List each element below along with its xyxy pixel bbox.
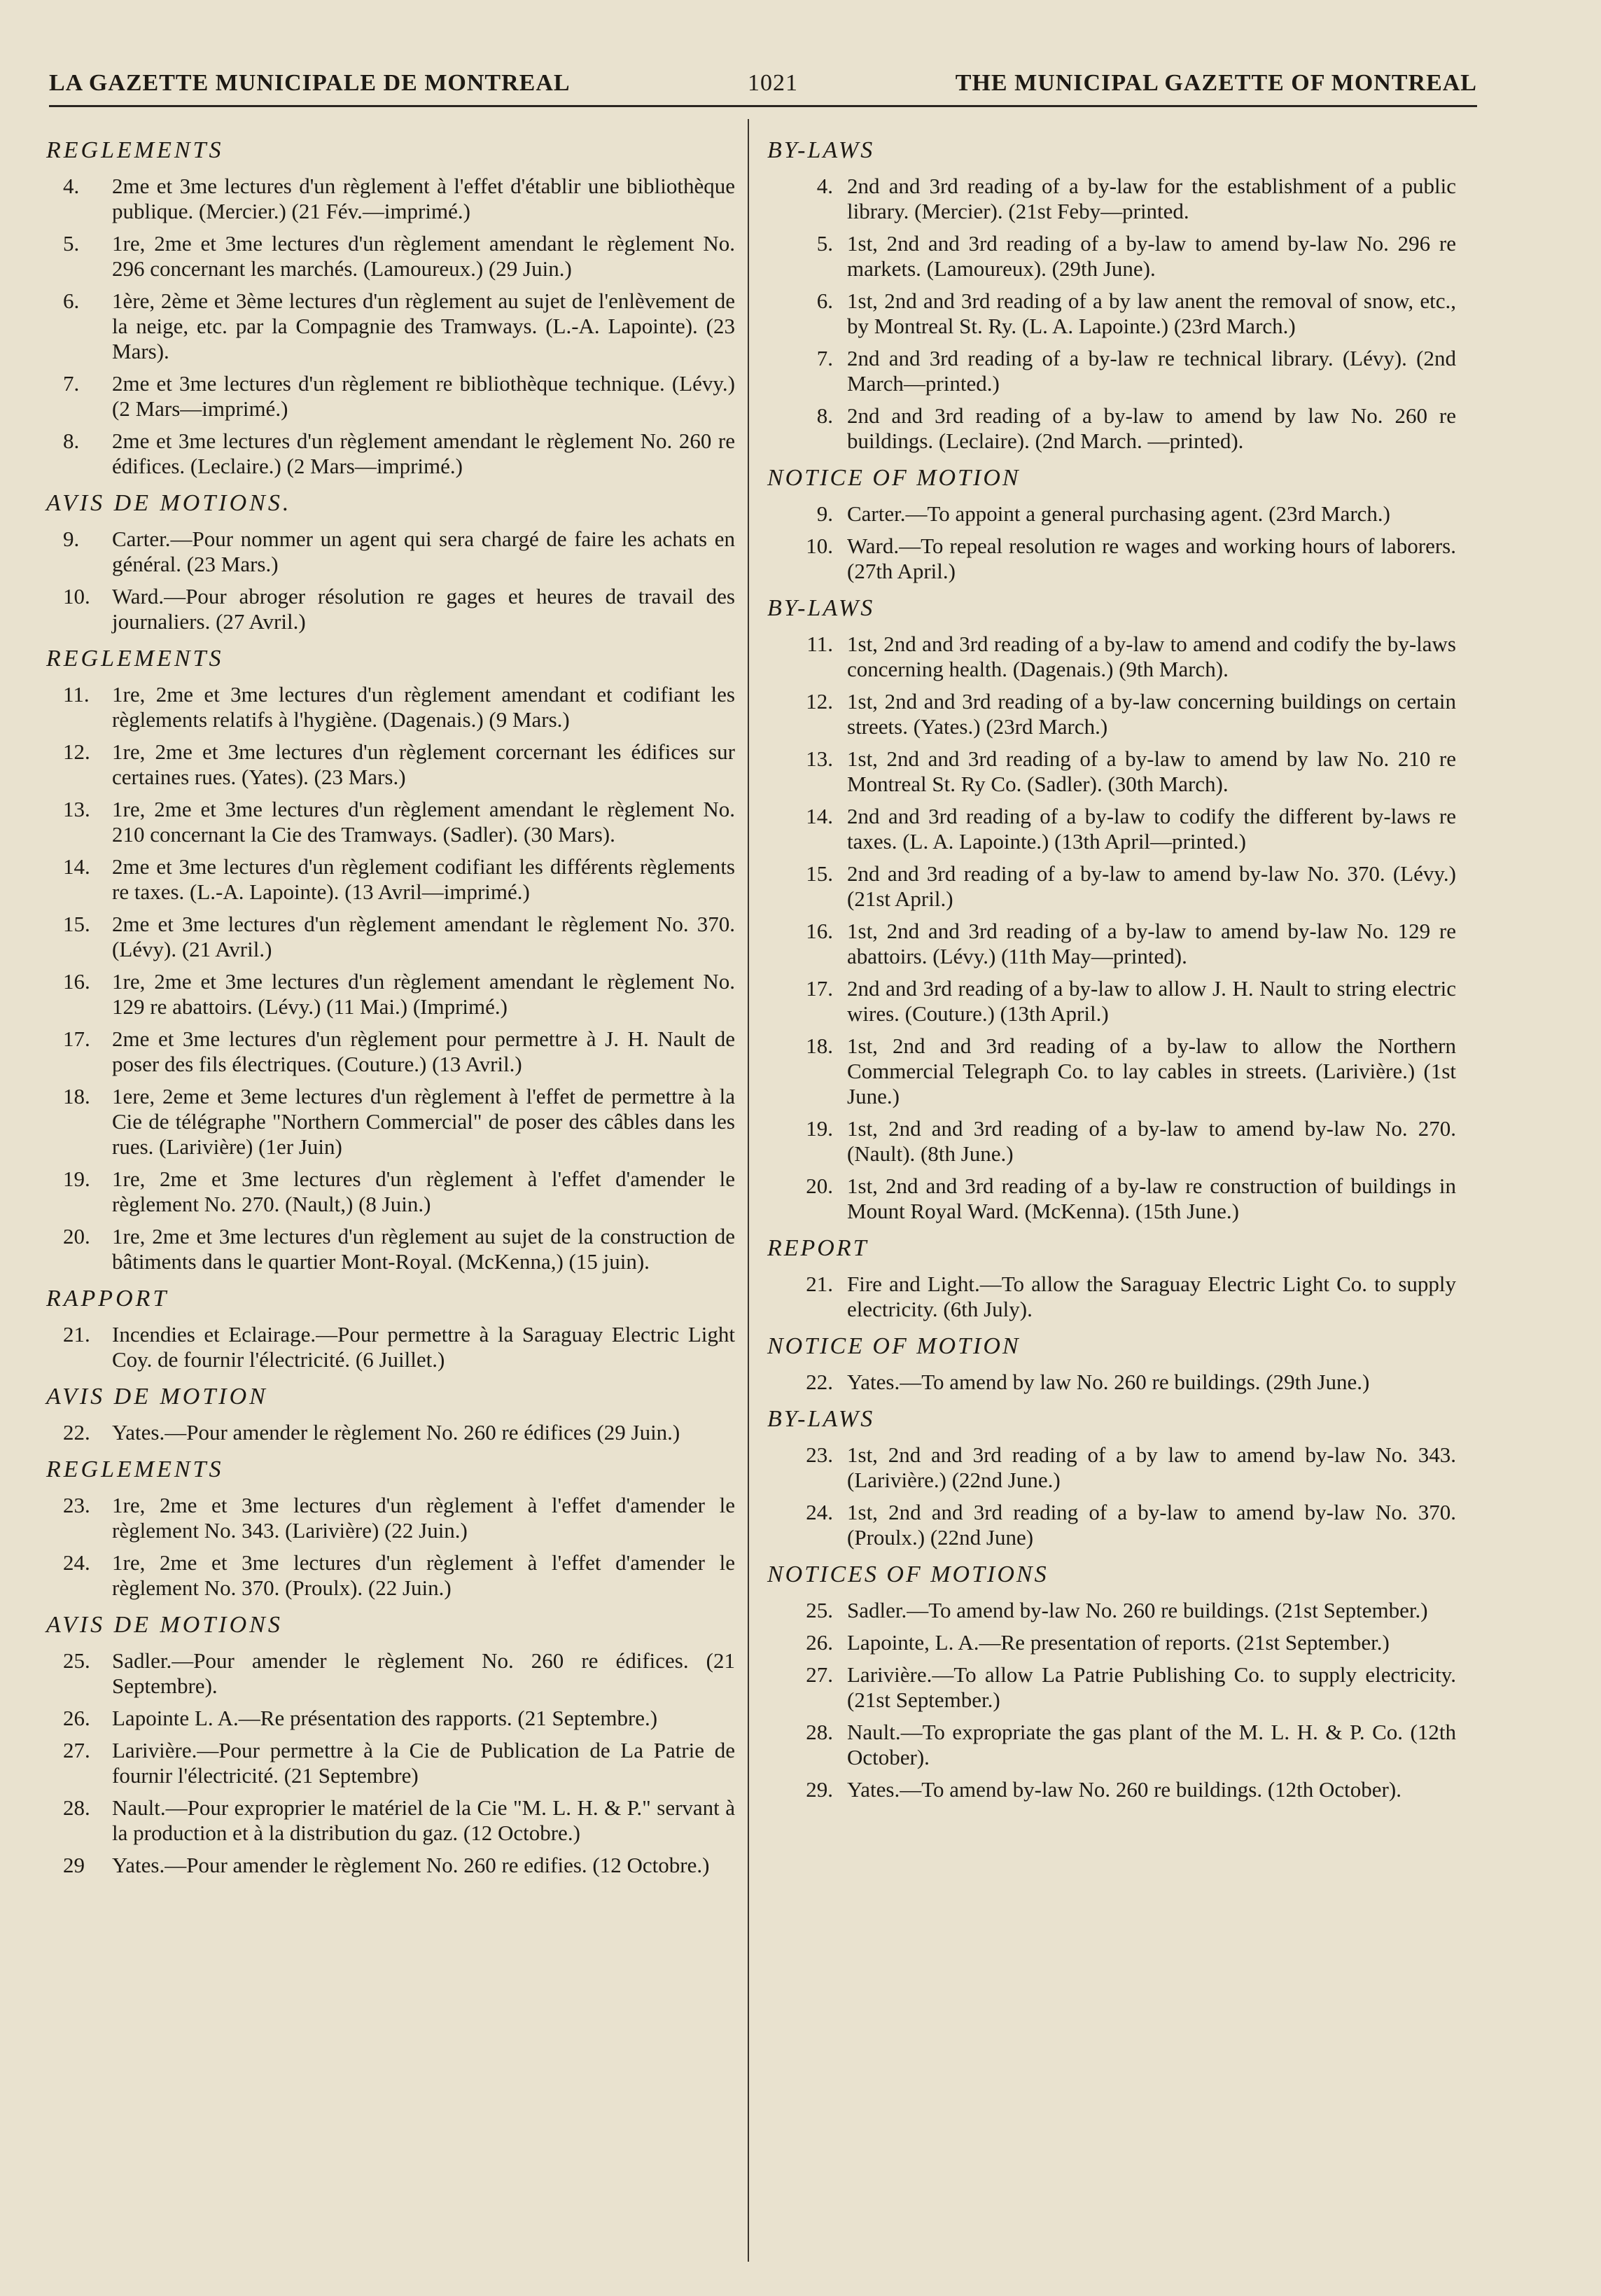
agenda-item [763, 1116, 1456, 1167]
item-text: 1st, 2nd and 3rd reading of a by-law to amend by-law No. 129 re abattoirs. (Lévy.) (11th May—printed). [847, 919, 1456, 968]
agenda-item [42, 1027, 735, 1077]
item-text: 2me et 3me lectures d'un règlement amendant le règlement No. 260 re édifices. (Leclaire.) (2 Mars—imprimé.) [112, 429, 735, 478]
agenda-item [763, 746, 1456, 797]
item-text: Lapointe L. A.—Re présentation des rapports. (21 Septembre.) [112, 1706, 658, 1730]
item-number: 20. [63, 1224, 90, 1248]
agenda-item [763, 403, 1456, 454]
agenda-item [763, 804, 1456, 854]
item-number: 16. [63, 969, 90, 994]
item-text: Larivière.—Pour permettre à la Cie de Publication de La Patrie de fournir l'électricité. (21 Septembre) [112, 1738, 735, 1788]
item-text: 1st, 2nd and 3rd reading of a by-law to amend by law No. 210 re Montreal St. Ry Co. (Sadler). (30th March). [847, 746, 1456, 796]
item-number: 23. [806, 1442, 833, 1467]
item-number: 8. [63, 429, 80, 453]
item-text: 1st, 2nd and 3rd reading of a by-law to amend by-law No. 370. (Proulx.) (22nd June) [847, 1500, 1456, 1550]
item-number: 9. [63, 527, 80, 551]
agenda-item [763, 1662, 1456, 1713]
item-text: 2nd and 3rd reading of a by-law to codify the different by-laws re taxes. (L. A. Lapointe.) (13th April—printed.) [847, 804, 1456, 854]
agenda-item [763, 632, 1456, 682]
item-text: Carter.—To appoint a general purchasing agent. (23rd March.) [847, 501, 1390, 526]
agenda-item [42, 1493, 735, 1543]
section-heading: AVIS DE MOTIONS [46, 1612, 283, 1638]
item-number: 5. [816, 231, 833, 256]
item-number: 22. [806, 1370, 833, 1394]
item-text: Fire and Light.—To allow the Saraguay Electric Light Co. to supply electricity. (6th July). [847, 1272, 1456, 1321]
agenda-item [42, 1550, 735, 1601]
section-heading: REPORT [767, 1235, 869, 1261]
agenda-item [42, 1322, 735, 1372]
item-number: 16. [806, 919, 833, 943]
agenda-item [42, 1738, 735, 1788]
item-number: 4. [816, 174, 833, 198]
item-number: 12. [63, 739, 90, 764]
item-text: Yates.—Pour amender le règlement No. 260 re édifices (29 Juin.) [112, 1420, 680, 1445]
agenda-item [763, 1442, 1456, 1493]
item-number: 25. [806, 1598, 833, 1622]
item-number: 17. [806, 976, 833, 1001]
agenda-item [763, 1272, 1456, 1322]
agenda-item [763, 1370, 1456, 1395]
item-number: 5. [63, 231, 80, 256]
item-number: 21. [63, 1322, 90, 1347]
agenda-item [42, 429, 735, 479]
item-number: 14. [63, 854, 90, 879]
item-text: 1st, 2nd and 3rd reading of a by-law to amend by-law No. 296 re markets. (Lamoureux). (29th June). [847, 231, 1456, 281]
item-number: 29 [63, 1853, 85, 1877]
item-text: Yates.—To amend by law No. 260 re buildings. (29th June.) [847, 1370, 1370, 1394]
item-number: 6. [63, 288, 80, 313]
section-heading: AVIS DE MOTIONS. [46, 490, 292, 516]
item-number: 18. [63, 1084, 90, 1108]
agenda-item [763, 1720, 1456, 1770]
agenda-item [763, 288, 1456, 339]
item-text: 2nd and 3rd reading of a by-law to amend by law No. 260 re buildings. (Leclaire). (2nd March. —printed). [847, 403, 1456, 453]
item-number: 28. [806, 1720, 833, 1744]
item-text: Lapointe, L. A.—Re presentation of reports. (21st September.) [847, 1630, 1390, 1655]
item-text: Yates.—To amend by-law No. 260 re buildings. (12th October). [847, 1777, 1401, 1802]
item-text: Larivière.—To allow La Patrie Publishing Co. to supply electricity. (21st September.) [847, 1662, 1456, 1712]
agenda-item [42, 1648, 735, 1699]
item-number: 23. [63, 1493, 90, 1517]
agenda-item [42, 739, 735, 790]
item-text: 1ere, 2eme et 3eme lectures d'un règlement à l'effet de permettre à la Cie de télégraphe "Northern Commercial" de poser des câbles dans les rues. (Larivière) (1er Juin) [112, 1084, 735, 1159]
item-text: 2me et 3me lectures d'un règlement à l'effet d'établir une bibliothèque publique. (Mercier.) (21 Fév.—imprimé.) [112, 174, 735, 223]
agenda-item [763, 861, 1456, 912]
item-text: 1re, 2me et 3me lectures d'un règlement à l'effet d'amender le règlement No. 343. (Larivière) (22 Juin.) [112, 1493, 735, 1543]
item-number: 18. [806, 1034, 833, 1058]
item-number: 26. [63, 1706, 90, 1730]
agenda-item [763, 1777, 1456, 1802]
agenda-item [763, 689, 1456, 739]
item-text: 2me et 3me lectures d'un règlement codifiant les différents règlements re taxes. (L.-A. Lapointe). (13 Avril—imprimé.) [112, 854, 735, 904]
item-number: 15. [806, 861, 833, 886]
item-text: 1re, 2me et 3me lectures d'un règlement amendant et codifiant les règlements relatifs à l'hygiène. (Dagenais.) (9 Mars.) [112, 682, 735, 732]
item-text: 1re, 2me et 3me lectures d'un règlement amendant le règlement No. 210 concernant la Cie des Tramways. (Sadler). (30 Mars). [112, 797, 735, 847]
item-number: 12. [806, 689, 833, 714]
item-text: Yates.—Pour amender le règlement No. 260 re edifies. (12 Octobre.) [112, 1853, 710, 1877]
agenda-item [763, 346, 1456, 396]
agenda-item [42, 682, 735, 732]
section-heading: NOTICE OF MOTION [767, 1333, 1021, 1359]
section-heading: REGLEMENTS [46, 1456, 224, 1482]
section-heading: BY-LAWS [767, 137, 875, 163]
item-text: Ward.—Pour abroger résolution re gages et heures de travail des journaliers. (27 Avril.) [112, 584, 735, 634]
item-text: Ward.—To repeal resolution re wages and working hours of laborers. (27th April.) [847, 534, 1456, 583]
item-number: 26. [806, 1630, 833, 1655]
item-number: 29. [806, 1777, 833, 1802]
item-text: 2me et 3me lectures d'un règlement amendant le règlement No. 370. (Lévy). (21 Avril.) [112, 912, 735, 961]
item-number: 17. [63, 1027, 90, 1051]
agenda-item [763, 501, 1456, 527]
agenda-item [42, 584, 735, 634]
agenda-item [42, 527, 735, 577]
item-text: 2nd and 3rd reading of a by-law to allow J. H. Nault to string electric wires. (Couture.) (13th April.) [847, 976, 1456, 1026]
section-heading: NOTICES OF MOTIONS [767, 1561, 1049, 1587]
item-text: Carter.—Pour nommer un agent qui sera chargé de faire les achats en général. (23 Mars.) [112, 527, 735, 576]
agenda-item [763, 919, 1456, 969]
agenda-item [42, 1224, 735, 1274]
item-text: 1ère, 2ème et 3ème lectures d'un règlement au sujet de l'enlèvement de la neige, etc. par la Compagnie des Tramways. (L.-A. Lapointe). (23 Mars). [112, 288, 735, 363]
item-number: 11. [806, 632, 833, 656]
section-heading: AVIS DE MOTION [46, 1384, 268, 1410]
item-number: 15. [63, 912, 90, 936]
item-number: 21. [806, 1272, 833, 1296]
item-text: Nault.—Pour exproprier le matériel de la Cie "M. L. H. & P." servant à la production et à la distribution du gaz. (12 Octobre.) [112, 1795, 735, 1845]
agenda-item [763, 1630, 1456, 1655]
item-text: 2nd and 3rd reading of a by-law for the establishment of a public library. (Mercier). (21st Feby—printed. [847, 174, 1456, 223]
section-heading: BY-LAWS [767, 1406, 875, 1432]
agenda-item [42, 288, 735, 364]
agenda-item [42, 174, 735, 224]
item-number: 7. [63, 371, 80, 396]
item-text: 1st, 2nd and 3rd reading of a by law anent the removal of snow, etc., by Montreal St. Ry. (L. A. Lapointe.) (23rd March.) [847, 288, 1456, 338]
item-text: 1st, 2nd and 3rd reading of a by-law to amend and codify the by-laws concerning health. (Dagenais.) (9th March). [847, 632, 1456, 681]
item-number: 13. [63, 797, 90, 821]
item-number: 6. [816, 288, 833, 313]
agenda-item [42, 969, 735, 1020]
item-number: 13. [806, 746, 833, 771]
item-number: 27. [63, 1738, 90, 1762]
item-text: Sadler.—To amend by-law No. 260 re buildings. (21st September.) [847, 1598, 1428, 1622]
item-number: 24. [63, 1550, 90, 1575]
item-number: 4. [63, 174, 80, 198]
agenda-item [42, 854, 735, 905]
page-header [49, 60, 1477, 102]
item-text: 1st, 2nd and 3rd reading of a by-law concerning buildings on certain streets. (Yates.) (23rd March.) [847, 689, 1456, 739]
item-number: 11. [63, 682, 90, 707]
agenda-item [42, 1795, 735, 1846]
item-text: 1re, 2me et 3me lectures d'un règlement amendant le règlement No. 296 concernant les marchés. (Lamoureux.) (29 Juin.) [112, 231, 735, 281]
item-number: 25. [63, 1648, 90, 1673]
item-number: 22. [63, 1420, 90, 1445]
item-number: 19. [806, 1116, 833, 1141]
header-rule [49, 105, 1477, 107]
item-text: 1re, 2me et 3me lectures d'un règlement à l'effet d'amender le règlement No. 370. (Proulx). (22 Juin.) [112, 1550, 735, 1600]
agenda-item [763, 1174, 1456, 1224]
section-heading: REGLEMENTS [46, 137, 224, 163]
item-number: 14. [806, 804, 833, 828]
item-text: 2me et 3me lectures d'un règlement re bibliothèque technique. (Lévy.) (2 Mars—imprimé.) [112, 371, 735, 421]
agenda-item [42, 912, 735, 962]
agenda-item [42, 797, 735, 847]
item-number: 9. [816, 501, 833, 526]
english-column [763, 126, 1456, 2262]
french-column [42, 126, 735, 2262]
agenda-item [763, 1034, 1456, 1109]
item-text: Incendies et Eclairage.—Pour permettre à la Saraguay Electric Light Coy. de fournir l'électricité. (6 Juillet.) [112, 1322, 735, 1372]
item-number: 8. [816, 403, 833, 428]
agenda-item [42, 1084, 735, 1160]
agenda-item [42, 1420, 735, 1445]
agenda-item [763, 976, 1456, 1027]
section-heading: BY-LAWS [767, 595, 875, 621]
section-heading: NOTICE OF MOTION [767, 465, 1021, 491]
item-number: 7. [816, 346, 833, 370]
item-text: 1re, 2me et 3me lectures d'un règlement amendant le règlement No. 129 re abattoirs. (Lévy.) (11 Mai.) (Imprimé.) [112, 969, 735, 1019]
item-text: Nault.—To expropriate the gas plant of the M. L. H. & P. Co. (12th October). [847, 1720, 1456, 1769]
section-heading: RAPPORT [46, 1286, 169, 1311]
agenda-item [42, 1853, 735, 1878]
header-title-english: THE MUNICIPAL GAZETTE OF MONTREAL [955, 70, 1477, 96]
agenda-item [42, 1706, 735, 1731]
item-text: 1re, 2me et 3me lectures d'un règlement corcernant les édifices sur certaines rues. (Yates). (23 Mars.) [112, 739, 735, 789]
item-number: 20. [806, 1174, 833, 1198]
item-text: 2nd and 3rd reading of a by-law to amend by-law No. 370. (Lévy.) (21st April.) [847, 861, 1456, 911]
section-heading: REGLEMENTS [46, 646, 224, 672]
item-text: 2nd and 3rd reading of a by-law re technical library. (Lévy). (2nd March—printed.) [847, 346, 1456, 396]
item-text: 1re, 2me et 3me lectures d'un règlement à l'effet d'amender le règlement No. 270. (Nault,) (8 Juin.) [112, 1167, 735, 1216]
item-text: 2me et 3me lectures d'un règlement pour permettre à J. H. Nault de poser des fils électriques. (Couture.) (13 Avril.) [112, 1027, 735, 1076]
agenda-item [763, 231, 1456, 281]
item-text: 1st, 2nd and 3rd reading of a by law to amend by-law No. 343. (Larivière.) (22nd June.) [847, 1442, 1456, 1492]
header-title-french: LA GAZETTE MUNICIPALE DE MONTREAL [49, 70, 571, 96]
page-number: 1021 [748, 70, 798, 96]
agenda-item [42, 371, 735, 422]
agenda-item [763, 174, 1456, 224]
item-number: 27. [806, 1662, 833, 1687]
item-text: 1st, 2nd and 3rd reading of a by-law re construction of buildings in Mount Royal Ward. (McKenna). (15th June.) [847, 1174, 1456, 1223]
agenda-item [42, 231, 735, 281]
agenda-item [763, 1598, 1456, 1623]
agenda-item [763, 534, 1456, 584]
item-text: 1re, 2me et 3me lectures d'un règlement au sujet de la construction de bâtiments dans le quartier Mont-Royal. (McKenna,) (15 juin). [112, 1224, 735, 1274]
item-text: Sadler.—Pour amender le règlement No. 260 re édifices. (21 Septembre). [112, 1648, 735, 1698]
item-number: 24. [806, 1500, 833, 1524]
item-number: 28. [63, 1795, 90, 1820]
item-number: 10. [63, 584, 90, 608]
item-text: 1st, 2nd and 3rd reading of a by-law to allow the Northern Commercial Telegraph Co. to lay cables in streets. (Larivière.) (1st June.) [847, 1034, 1456, 1108]
item-number: 19. [63, 1167, 90, 1191]
agenda-item [763, 1500, 1456, 1550]
agenda-item [42, 1167, 735, 1217]
item-text: 1st, 2nd and 3rd reading of a by-law to amend by-law No. 270. (Nault). (8th June.) [847, 1116, 1456, 1166]
column-divider [748, 119, 749, 2262]
item-number: 10. [806, 534, 833, 558]
